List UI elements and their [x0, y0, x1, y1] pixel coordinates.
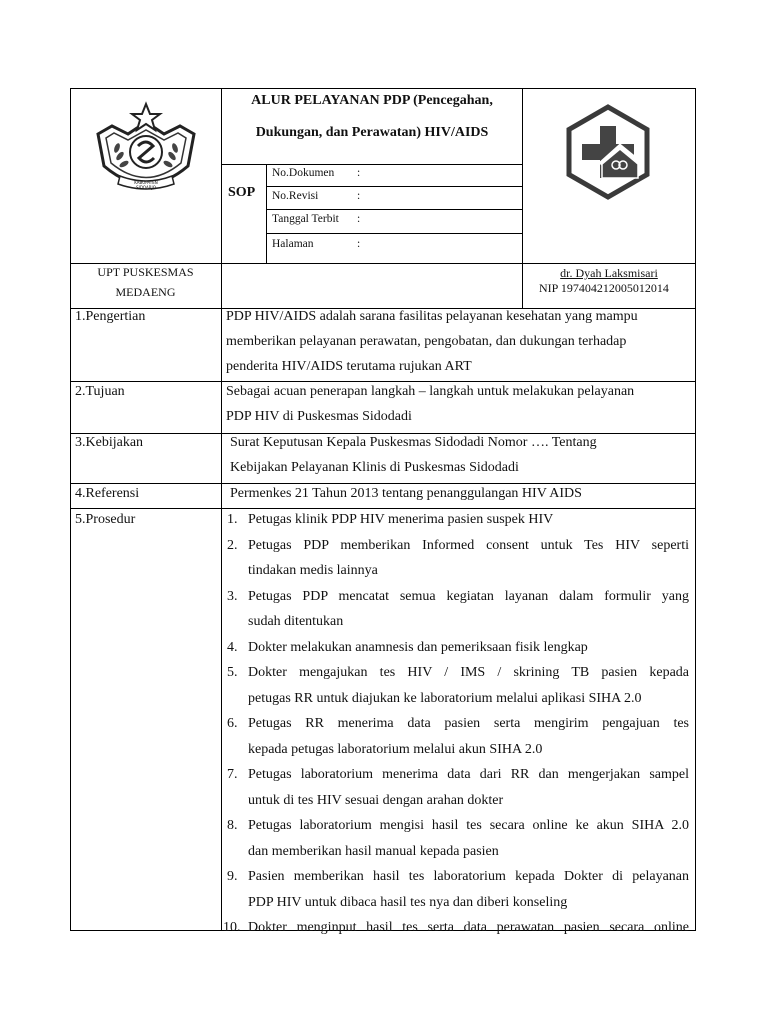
prosedur-step-text: Petugas laboratorium menerima data dari RR dan mengerjakan sampel [248, 767, 689, 782]
prosedur-step-text-continued: PDP HIV untuk dibaca hasil tes nya dan diberi konseling [248, 894, 568, 910]
prosedur-step-text: Pasien memberikan hasil tes laboratorium kepada Dokter di pelayanan [248, 869, 689, 884]
row-label-pengertian: 1.Pengertian [75, 309, 146, 324]
field-halaman-label: Halaman [272, 238, 314, 250]
pengertian-line-3: penderita HIV/AIDS terutama rujukan ART [226, 359, 472, 374]
prosedur-step-number: 7. [227, 767, 238, 782]
prosedur-step-text: Dokter melakukan anamnesis dan pemeriksaan fisik lengkap [248, 639, 588, 655]
prosedur-step-number: 3. [227, 588, 238, 604]
pengertian-line-2: memberikan pelayanan perawatan, pengobatan, dan dukungan terhadap [226, 334, 627, 349]
prosedur-step-text: Petugas laboratorium mengisi hasil tes secara online ke akun SIHA 2.0 [248, 818, 689, 833]
prosedur-step-number: 9. [227, 869, 238, 884]
regional-seal-logo [90, 100, 202, 200]
prosedur-step-text: Petugas PDP mencatat semua kegiatan layanan dalam formulir yang [248, 588, 689, 604]
signer-nip: NIP 197404212005012014 [539, 281, 669, 295]
prosedur-step-number: 4. [227, 639, 238, 655]
seal-ribbon-text: KABUPATEN SIDOARJO [134, 180, 158, 190]
org-name-line-1: UPT PUSKESMAS [97, 265, 194, 279]
tujuan-line-2: PDP HIV di Puskesmas Sidodadi [226, 409, 412, 424]
prosedur-step-number: 5. [227, 665, 238, 680]
row-label-kebijakan: 3.Kebijakan [75, 435, 144, 450]
title-line-1: ALUR PELAYANAN PDP (Pencegahan, [251, 93, 493, 108]
field-halaman-sep: : [357, 238, 361, 250]
prosedur-step-text: Petugas klinik PDP HIV menerima pasien suspek HIV [248, 512, 554, 527]
prosedur-step-text-continued: dan memberikan hasil manual kepada pasien [248, 843, 499, 859]
document-title [222, 88, 522, 146]
prosedur-step-text: Petugas PDP memberikan Informed consent untuk Tes HIV seperti [248, 537, 689, 553]
row-label-tujuan: 2.Tujuan [75, 384, 125, 399]
row-label-prosedur: 5.Prosedur [75, 512, 136, 527]
row-label-referensi: 4.Referensi [75, 486, 140, 501]
field-no-dokumen-label: No.Dokumen [272, 167, 335, 179]
prosedur-step-text-continued: tindakan medis lainnya [248, 563, 378, 578]
prosedur-step-text-continued: kepada petugas laboratorium melalui akun SIHA 2.0 [248, 741, 543, 757]
sop-label: SOP [228, 185, 256, 200]
prosedur-step-text-continued: petugas RR untuk diajukan ke laboratorium melalui aplikasi SIHA 2.0 [248, 690, 642, 706]
title-line-2: Dukungan, dan Perawatan) HIV/AIDS [255, 125, 489, 140]
tujuan-line-1: Sebagai acuan penerapan langkah – langkah untuk melakukan pelayanan [226, 384, 635, 399]
signer-name: dr. Dyah Laksmisari [560, 266, 658, 280]
prosedur-step-number: 10. [223, 920, 241, 935]
prosedur-step-text: Dokter mengajukan tes HIV / IMS / skrining TB pasien kepada [248, 665, 689, 680]
prosedur-step-text-continued: sudah ditentukan [248, 614, 344, 629]
prosedur-step-number: 6. [227, 716, 238, 731]
kebijakan-line-1: Surat Keputusan Kepala Puskesmas Sidodadi Nomor …. Tentang [230, 435, 597, 450]
referensi-line-1: Permenkes 21 Tahun 2013 tentang penanggulangan HIV AIDS [230, 486, 582, 501]
field-tanggal-terbit-label: Tanggal Terbit [272, 213, 339, 225]
prosedur-step-number: 2. [227, 537, 238, 553]
pengertian-line-1: PDP HIV/AIDS adalah sarana fasilitas pelayanan kesehatan yang mampu [226, 309, 638, 324]
org-name-line-2: MEDAENG [115, 285, 176, 299]
prosedur-step-number: 1. [227, 512, 238, 527]
prosedur-step-text: Petugas RR menerima data pasien serta mengirim pengajuan tes [248, 716, 689, 731]
prosedur-step-text: Dokter menginput hasil tes serta data perawatan pasien secara online [248, 920, 689, 935]
field-no-revisi-label: No.Revisi [272, 190, 319, 202]
prosedur-step-text-continued: untuk di tes HIV sesuai dengan arahan dokter [248, 792, 504, 808]
field-tanggal-terbit-sep: : [357, 213, 361, 225]
kebijakan-line-2: Kebijakan Pelayanan Klinis di Puskesmas Sidodadi [230, 460, 519, 475]
field-no-dokumen-sep: : [357, 167, 361, 179]
puskesmas-logo [560, 104, 656, 200]
field-no-revisi-sep: : [357, 190, 361, 202]
prosedur-step-number: 8. [227, 818, 238, 833]
